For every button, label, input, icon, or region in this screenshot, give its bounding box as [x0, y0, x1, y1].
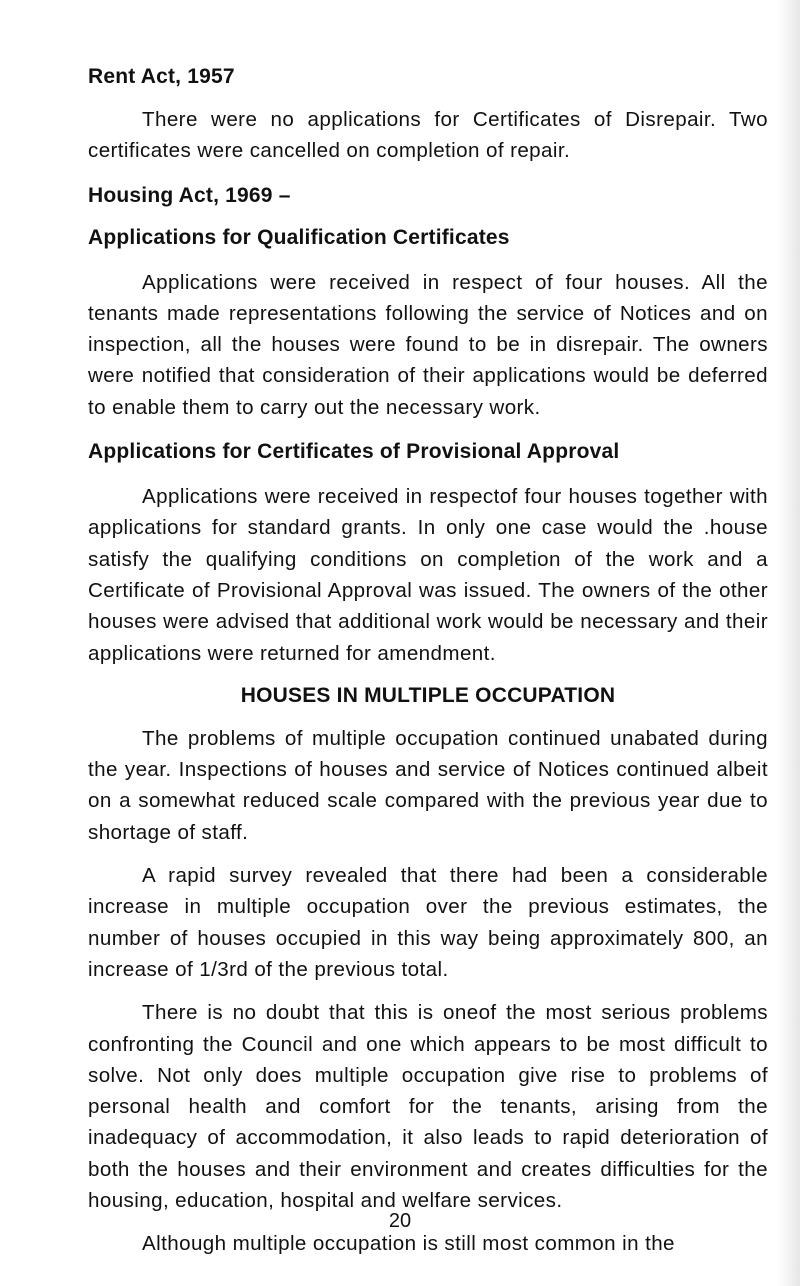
- heading-rent-act: Rent Act, 1957: [88, 65, 235, 88]
- heading-housing-act: Housing Act, 1969 –: [88, 183, 291, 207]
- heading-qualification-certificates: Applications for Qualification Certificates: [88, 225, 510, 249]
- multiple-occupation-paragraph-3: There is no doubt that this is oneof the most serious problems confronting the Council and one which appears to be most difficult to solve. Not only does multiple occupation give rise to problems of personal health and comfort for the tenants, arising from the inadequacy of accommodation, it also leads to rapid deterioration of both the houses and their environment and creates difficulties for the housing, education, hospital and welfare services.: [88, 1001, 768, 1213]
- multiple-occupation-paragraph-2: A rapid survey revealed that there had been a considerable increase in multiple occupation over the previous estimates, the number of houses occupied in this way being approximately 800, an increase of 1/3rd of the previous total.: [88, 864, 768, 981]
- rent-act-paragraph: There were no applications for Certificates of Disrepair. Two certificates were cancelled on completion of repair.: [88, 108, 768, 163]
- multiple-occupation-paragraph-4: Although multiple occupation is still most common in the: [142, 1232, 675, 1256]
- page-content: [88, 62, 768, 1260]
- qualification-paragraph: Applications were received in respect of four houses. All the tenants made representations following the service of Notices and on inspection, all the houses were found to be in disrepair. The owners were notified that consideration of their applications would be deferred to enable them to carry out the necessary work.: [88, 270, 768, 419]
- page-number: 20: [388, 1210, 412, 1232]
- page-edge-shadow: [778, 0, 800, 1286]
- multiple-occupation-paragraph-1: The problems of multiple occupation continued unabated during the year. Inspections of houses and service of Notices continued albeit on a somewhat reduced scale compared with the previous year due to shortage of staff.: [88, 726, 768, 844]
- heading-multiple-occupation: HOUSES IN MULTIPLE OCCUPATION: [240, 683, 616, 707]
- heading-provisional-approval: Applications for Certificates of Provisional Approval: [88, 440, 620, 464]
- provisional-paragraph: Applications were received in respectof four houses together with applications for standard grants. In only one case would the .house satisfy the qualifying conditions on completion of the work and a Certificate of Provisional Approval was issued. The owners of the other houses were advised that additional work would be necessary and their applications were returned for amendment.: [88, 485, 768, 665]
